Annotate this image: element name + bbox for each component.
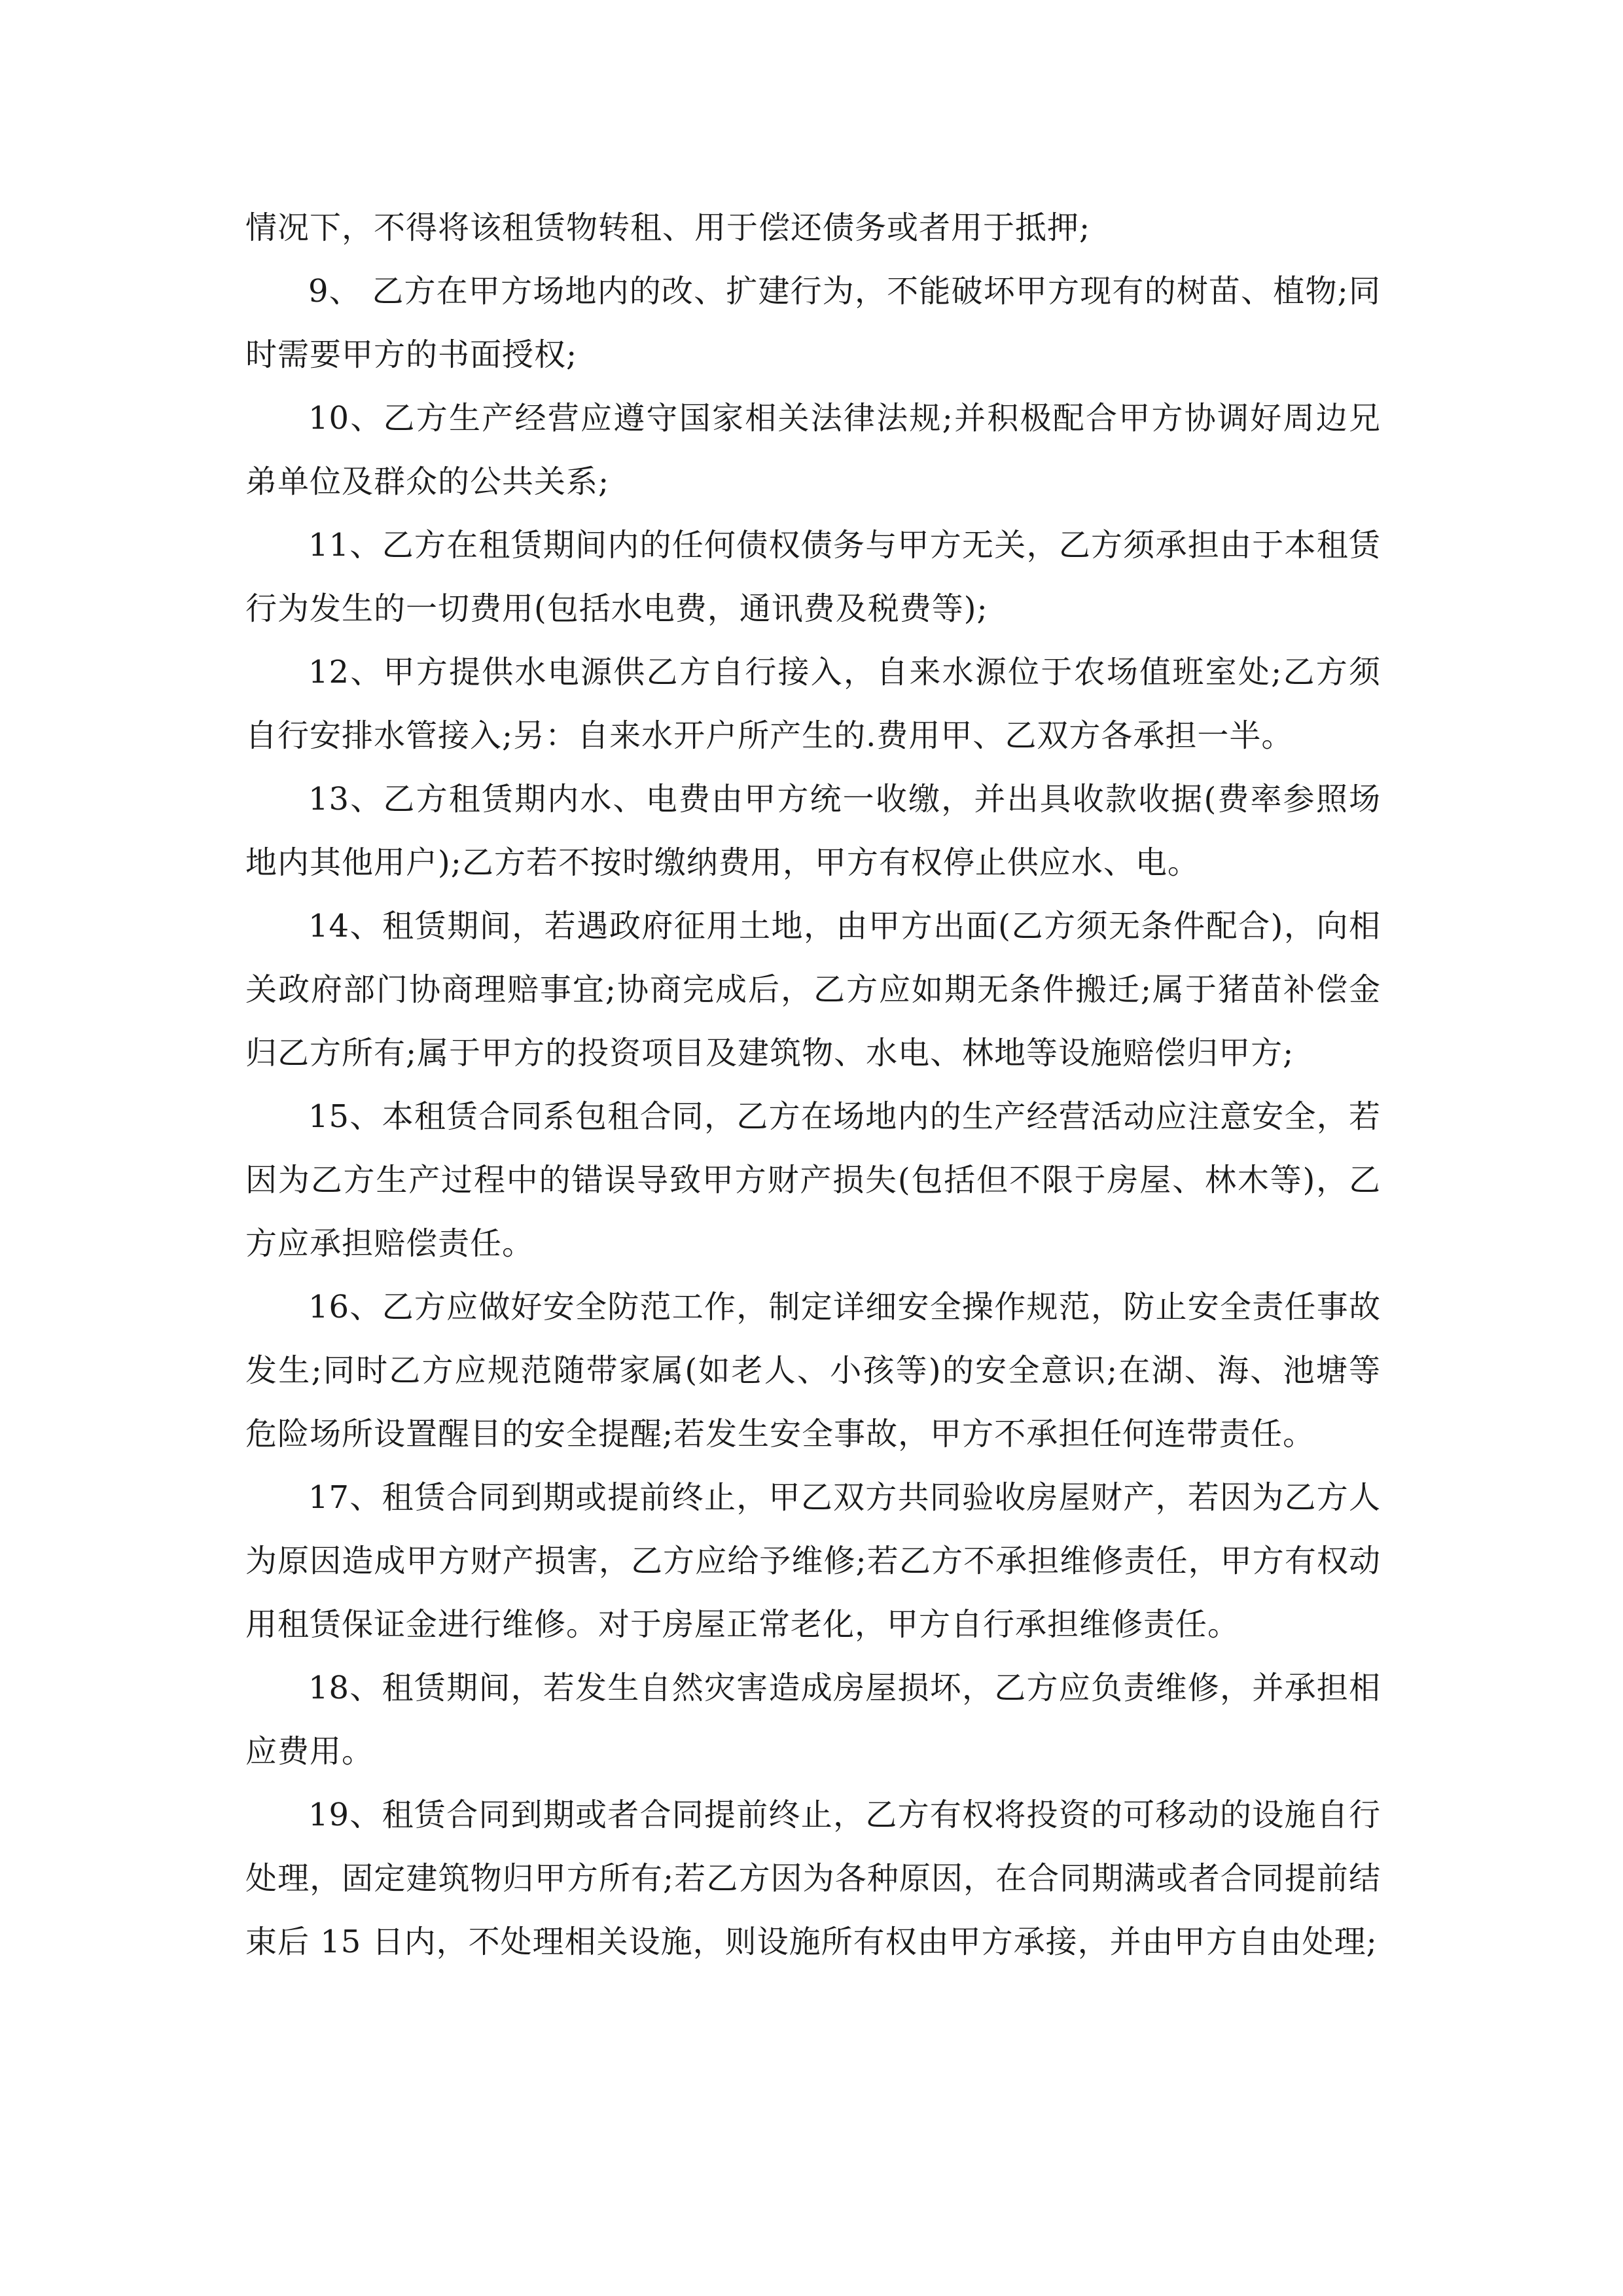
clause-17: 17、租赁合同到期或提前终止，甲乙双方共同验收房屋财产，若因为乙方人为原因造成甲方财产损害，乙方应给予维修;若乙方不承担维修责任，甲方有权动用租赁保证金进行维修。对于房屋正常老化，甲方自行承担维修责任。 — [245, 1479, 1381, 1643]
clause-11: 11、乙方在租赁期间内的任何债权债务与甲方无关，乙方须承担由于本租赁行为发生的一切费用(包括水电费，通讯费及税费等); — [245, 527, 1381, 627]
clause-15: 15、本租赁合同系包租合同，乙方在场地内的生产经营活动应注意安全，若因为乙方生产过程中的错误导致甲方财产损失(包括但不限于房屋、林木等)，乙方应承担赔偿责任。 — [245, 1098, 1381, 1262]
clause-16: 16、乙方应做好安全防范工作，制定详细安全操作规范，防止安全责任事故发生;同时乙方应规范随带家属(如老人、小孩等)的安全意识;在湖、海、池塘等危险场所设置醒目的安全提醒;若发生安全事故，甲方不承担任何连带责任。 — [245, 1289, 1381, 1452]
clause-9: 9、 乙方在甲方场地内的改、扩建行为，不能破坏甲方现有的树苗、植物;同时需要甲方的书面授权; — [245, 273, 1381, 373]
clause-18: 18、租赁期间，若发生自然灾害造成房屋损坏，乙方应负责维修，并承担相应费用。 — [245, 1670, 1381, 1770]
clause-14: 14、租赁期间，若遇政府征用土地，由甲方出面(乙方须无条件配合)，向相关政府部门协商理赔事宜;协商完成后，乙方应如期无条件搬迁;属于猪苗补偿金归乙方所有;属于甲方的投资项目及建筑物、水电、林地等设施赔偿归甲方; — [245, 908, 1381, 1071]
clause-13: 13、乙方租赁期内水、电费由甲方统一收缴，并出具收款收据(费率参照场地内其他用户);乙方若不按时缴纳费用，甲方有权停止供应水、电。 — [245, 781, 1381, 881]
document-body — [245, 196, 1381, 1974]
clause-19: 19、租赁合同到期或者合同提前终止，乙方有权将投资的可移动的设施自行处理，固定建筑物归甲方所有;若乙方因为各种原因，在合同期满或者合同提前结束后 15 日内，不处理相关设施，则设施所有权由甲方承接，并由甲方自由处理; — [245, 1797, 1381, 1960]
clause-12: 12、甲方提供水电源供乙方自行接入，自来水源位于农场值班室处;乙方须自行安排水管接入;另：自来水开户所产生的.费用甲、乙双方各承担一半。 — [245, 654, 1381, 754]
clause-10: 10、乙方生产经营应遵守国家相关法律法规;并积极配合甲方协调好周边兄弟单位及群众的公共关系; — [245, 400, 1381, 500]
paragraph-continuation: 情况下，不得将该租赁物转租、用于偿还债务或者用于抵押; — [245, 209, 1091, 246]
